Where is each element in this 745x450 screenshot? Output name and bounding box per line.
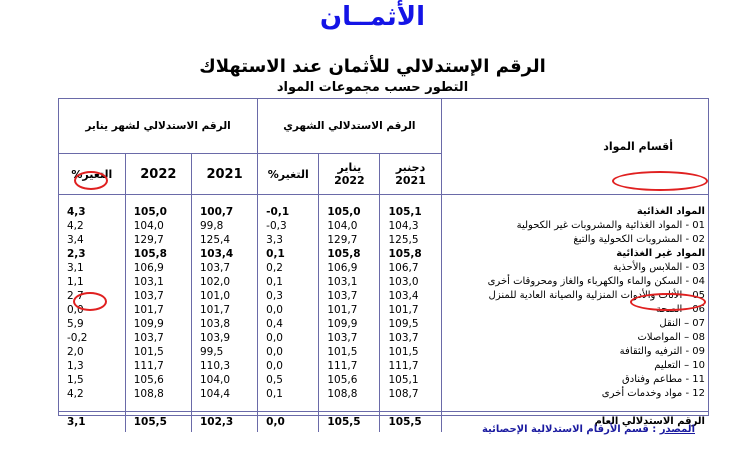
table-row [59, 261, 708, 275]
cell-year-2022: 109,9 [125, 317, 191, 331]
cell-jan-2022: 108,8 [319, 387, 380, 401]
cell-dec-2021: 101,7 [380, 303, 441, 317]
cell-change-monthly: 3,3 [258, 233, 319, 247]
cell-year-2021: 99,5 [191, 345, 257, 359]
cell-dec-2021: 103,0 [380, 275, 441, 289]
cell-change-january: 3,4 [67, 234, 84, 246]
total-year-2021: 102,3 [191, 412, 257, 433]
cell-year-2022: 104,0 [125, 219, 191, 233]
table-row [59, 205, 708, 219]
cell-change-january: 4,2 [67, 388, 84, 400]
cell-change-monthly: 0,1 [258, 275, 319, 289]
cell-change-january: 2,7 [67, 290, 84, 302]
cell-change-january: 1,5 [67, 374, 84, 386]
row-label: 05 - الأثاث والأدوات المنزلية والصيانة العادية للمنزل [441, 289, 708, 303]
cell-year-2021: 99,8 [191, 219, 257, 233]
table-row [59, 387, 708, 401]
row-label: المواد الغذائية [441, 205, 708, 219]
total-dec-2021: 105,5 [380, 412, 441, 433]
cell-dec-2021: 105,8 [380, 247, 441, 261]
monthly-index-header: الرقم الاستدلالي الشهري [258, 99, 441, 154]
cell-change-monthly: 0,1 [258, 247, 319, 261]
cell-jan-2022: 106,9 [319, 261, 380, 275]
category-header: أقسام المواد [441, 99, 708, 195]
cell-change-monthly: 0,5 [258, 373, 319, 387]
cell-jan-2022: 129,7 [319, 233, 380, 247]
cell-change-january: 3,1 [67, 262, 84, 274]
cell-year-2021: 104,0 [191, 373, 257, 387]
col-change-monthly-header: التغير% [258, 154, 319, 195]
cell-change-january: 4,3 [67, 206, 86, 218]
cell-year-2022: 101,7 [125, 303, 191, 317]
cell-change-monthly: 0,1 [258, 387, 319, 401]
source-label: المصدر [659, 424, 695, 435]
row-label: 04 - السكن والماء والكهرباء والغاز ومحروقات أخرى [441, 275, 708, 289]
cell-change-january: 5,9 [67, 318, 84, 330]
cell-year-2021: 110,3 [191, 359, 257, 373]
cell-change-january: 1,1 [67, 276, 84, 288]
total-jan-2022: 105,5 [319, 412, 380, 433]
cell-change-january: 0,0 [67, 304, 84, 316]
cell-jan-2022: 105,6 [319, 373, 380, 387]
cell-change-monthly: 0,0 [258, 303, 319, 317]
row-label: 11 - مطاعم وفنادق [441, 373, 708, 387]
row-label: 02 - المشروبات الكحولية والتبغ [441, 233, 708, 247]
cell-change-monthly: 0,4 [258, 317, 319, 331]
table-row [59, 275, 708, 289]
page-title: الأثمــان [319, 2, 426, 32]
january-index-header: الرقم الاستدلالي لشهر يناير [59, 99, 258, 154]
cell-year-2021: 103,9 [191, 331, 257, 345]
cell-change-january: 4,2 [67, 220, 84, 232]
total-change-january: 3,1 [59, 412, 125, 433]
table-row [59, 289, 708, 303]
cell-jan-2022: 101,5 [319, 345, 380, 359]
cell-jan-2022: 111,7 [319, 359, 380, 373]
table-row [59, 233, 708, 247]
cell-change-monthly: -0,1 [258, 205, 319, 219]
cell-jan-2022: 103,7 [319, 331, 380, 345]
cell-change-monthly: 0,2 [258, 261, 319, 275]
cell-jan-2022: 105,8 [319, 247, 380, 261]
table-subtitle: التطور حسب مجموعات المواد [276, 80, 469, 95]
cell-year-2022: 108,8 [125, 387, 191, 401]
cell-year-2022: 105,0 [125, 205, 191, 219]
cell-dec-2021: 105,1 [380, 373, 441, 387]
col-dec-2021-header: دجنبر 2021 [380, 154, 441, 195]
row-label: 01 - المواد الغذائية والمشروبات غير الكحولية [441, 219, 708, 233]
cell-dec-2021: 103,4 [380, 289, 441, 303]
table-row [59, 247, 708, 261]
cell-year-2021: 103,8 [191, 317, 257, 331]
cell-jan-2022: 109,9 [319, 317, 380, 331]
table-title: الرقم الإستدلالي للأثمان عند الاستهلاك [199, 56, 546, 77]
row-label: 06 - الصحة [441, 303, 708, 317]
row-label: المواد غير الغذائية [441, 247, 708, 261]
cell-year-2022: 105,6 [125, 373, 191, 387]
cell-year-2022: 103,7 [125, 289, 191, 303]
cell-change-monthly: 0,3 [258, 289, 319, 303]
col-change-january-header: التغير% [59, 154, 125, 195]
price-index-table [58, 98, 709, 428]
cell-jan-2022: 103,7 [319, 289, 380, 303]
col-2022-header: 2022 [125, 154, 191, 195]
cell-jan-2022: 101,7 [319, 303, 380, 317]
cell-year-2021: 103,7 [191, 261, 257, 275]
row-label: 08 – المواصلات [441, 331, 708, 345]
source-note [482, 424, 695, 435]
table-row [59, 331, 708, 345]
cell-dec-2021: 104,3 [380, 219, 441, 233]
row-label: 09 - الترفيه والثقافة [441, 345, 708, 359]
cell-jan-2022: 104,0 [319, 219, 380, 233]
cell-year-2022: 103,7 [125, 331, 191, 345]
cell-jan-2022: 105,0 [319, 205, 380, 219]
cell-year-2021: 101,7 [191, 303, 257, 317]
total-change-monthly: 0,0 [258, 412, 319, 433]
total-label: الرقم الاستدلالي العام [441, 412, 708, 433]
cell-year-2021: 102,0 [191, 275, 257, 289]
cell-year-2021: 104,4 [191, 387, 257, 401]
cell-change-monthly: 0,0 [258, 331, 319, 345]
cell-change-january: 2,3 [67, 248, 86, 260]
cell-year-2022: 105,8 [125, 247, 191, 261]
cell-change-monthly: 0,0 [258, 345, 319, 359]
cell-change-january: 1,3 [67, 360, 84, 372]
table-row [59, 303, 708, 317]
row-label: 07 – النقل [441, 317, 708, 331]
cell-dec-2021: 109,5 [380, 317, 441, 331]
table-row [59, 359, 708, 373]
cell-year-2021: 101,0 [191, 289, 257, 303]
cell-dec-2021: 125,5 [380, 233, 441, 247]
row-label: 10 – التعليم [441, 359, 708, 373]
cell-year-2021: 100,7 [191, 205, 257, 219]
table-row [59, 219, 708, 233]
cell-dec-2021: 105,1 [380, 205, 441, 219]
cell-dec-2021: 103,7 [380, 331, 441, 345]
table-row [59, 317, 708, 331]
cell-dec-2021: 106,7 [380, 261, 441, 275]
cell-year-2022: 101,5 [125, 345, 191, 359]
cell-jan-2022: 103,1 [319, 275, 380, 289]
col-jan-2022-header: يناير 2022 [319, 154, 380, 195]
cell-dec-2021: 101,5 [380, 345, 441, 359]
cell-year-2022: 129,7 [125, 233, 191, 247]
col-2021-header: 2021 [191, 154, 257, 195]
cell-dec-2021: 108,7 [380, 387, 441, 401]
table-row [59, 373, 708, 387]
source-text: : قسم الأرقام الاستدلالية الإحصائية [481, 424, 660, 435]
cell-year-2022: 106,9 [125, 261, 191, 275]
cell-change-monthly: -0,3 [258, 219, 319, 233]
table-row [59, 345, 708, 359]
cell-year-2022: 103,1 [125, 275, 191, 289]
cell-dec-2021: 111,7 [380, 359, 441, 373]
cell-year-2021: 103,4 [191, 247, 257, 261]
cell-change-monthly: 0,0 [258, 359, 319, 373]
row-label: 03 - الملابس والأحذية [441, 261, 708, 275]
row-label: 12 - مواد وخدمات أخرى [441, 387, 708, 401]
cell-year-2021: 125,4 [191, 233, 257, 247]
total-year-2022: 105,5 [125, 412, 191, 433]
cell-year-2022: 111,7 [125, 359, 191, 373]
cell-change-january: -0,2 [67, 332, 88, 344]
cell-change-january: 2,0 [67, 346, 84, 358]
